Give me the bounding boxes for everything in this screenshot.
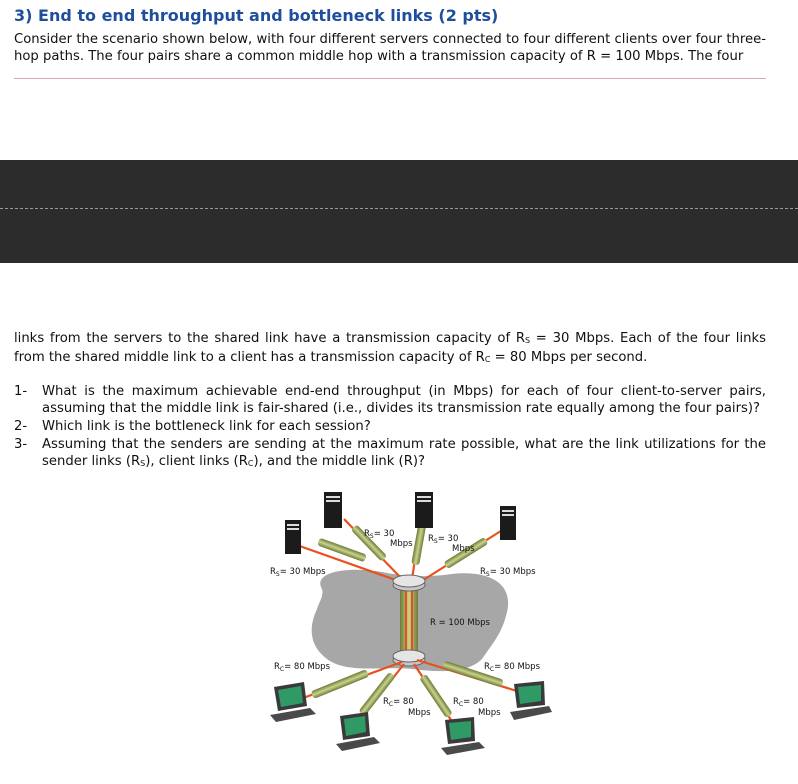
label-rc-bottom-left: $R_C= 80$ [383, 697, 414, 708]
question-3-sub-c: C [247, 459, 254, 468]
label-rc-bottom-right-unit: Mbps [478, 708, 501, 718]
question-1-text: What is the maximum achievable end-end throughput (in Mbps) for each of four client-to-server pairs, assuming that the middle link is fair-shared (i.e., divides its transmission rate equally among the four pairs)? [42, 384, 766, 416]
intro-text-b: = 30 Mbps. Each of the four links from the shared middle link to a client has a transmission capacity of R [14, 331, 766, 365]
label-rs-top-right-unit: Mbps [452, 544, 475, 554]
intro-paragraph-1: Consider the scenario shown below, with four different servers connected to four different clients over four three-hop paths. The four pairs share a common middle hop with a transmission capacity of R = 100 Mbps. The four [14, 32, 766, 64]
label-rs-top-right: $R_S= 30$ [428, 534, 459, 545]
question-1 [14, 383, 766, 417]
question-3-sub-s: S [140, 459, 146, 468]
question-2 [14, 418, 766, 435]
banner-dashed-line [0, 208, 798, 209]
label-rs-right: $R_S= 30$ Mbps [480, 567, 536, 578]
question-2-text: Which link is the bottleneck link for each session? [42, 419, 371, 434]
label-rc-right: $R_C= 80$ Mbps [484, 662, 541, 673]
label-rc-bottom-left-unit: Mbps [408, 708, 431, 718]
client-computer-1 [270, 682, 316, 722]
question-3-text-b: ), client links (R [145, 454, 248, 469]
label-rc-left: $R_C= 80$ Mbps [274, 662, 331, 673]
question-3-text-a: Assuming that the senders are sending at the maximum rate possible, what are the link utilizations for the sender links (R [42, 437, 766, 469]
router-top [393, 575, 425, 591]
label-rs-top-left-unit: Mbps [390, 539, 413, 549]
intro-paragraph-2 [14, 330, 766, 368]
question-1-number: 1- [14, 384, 28, 399]
question-2-number: 2- [14, 419, 28, 434]
question-3-text-c: ), and the middle link (R)? [253, 454, 426, 469]
question-3 [14, 436, 766, 472]
server-icon-3 [415, 492, 433, 528]
intro-text-a: links from the servers to the shared link have a transmission capacity of R [14, 331, 525, 346]
divider-rule [14, 78, 766, 79]
server-icon-2 [324, 492, 342, 528]
client-computer-2 [336, 712, 380, 751]
server-icon-4 [500, 506, 516, 540]
label-rs-top-left: $R_S= 30$ [364, 529, 395, 540]
intro-sub-s: S [525, 336, 531, 345]
client-computer-3 [441, 717, 485, 755]
label-rs-left: $R_S= 30$ Mbps [270, 567, 326, 578]
question-3-number: 3- [14, 437, 28, 452]
network-diagram [252, 484, 552, 784]
client-computer-4 [510, 681, 552, 720]
label-r-middle: R = 100 Mbps [430, 618, 490, 628]
overlay-banner [0, 160, 798, 263]
section-title: 3) End to end throughput and bottleneck links (2 pts) [14, 6, 499, 25]
label-rc-bottom-right: $R_C= 80$ [453, 697, 484, 708]
middle-link [400, 587, 418, 657]
server-icon-1 [285, 520, 301, 554]
intro-sub-c: C [484, 355, 491, 364]
question-list [14, 383, 766, 473]
intro-text-d: = 80 Mbps per second. [490, 350, 648, 365]
client-link-3 [414, 664, 457, 729]
